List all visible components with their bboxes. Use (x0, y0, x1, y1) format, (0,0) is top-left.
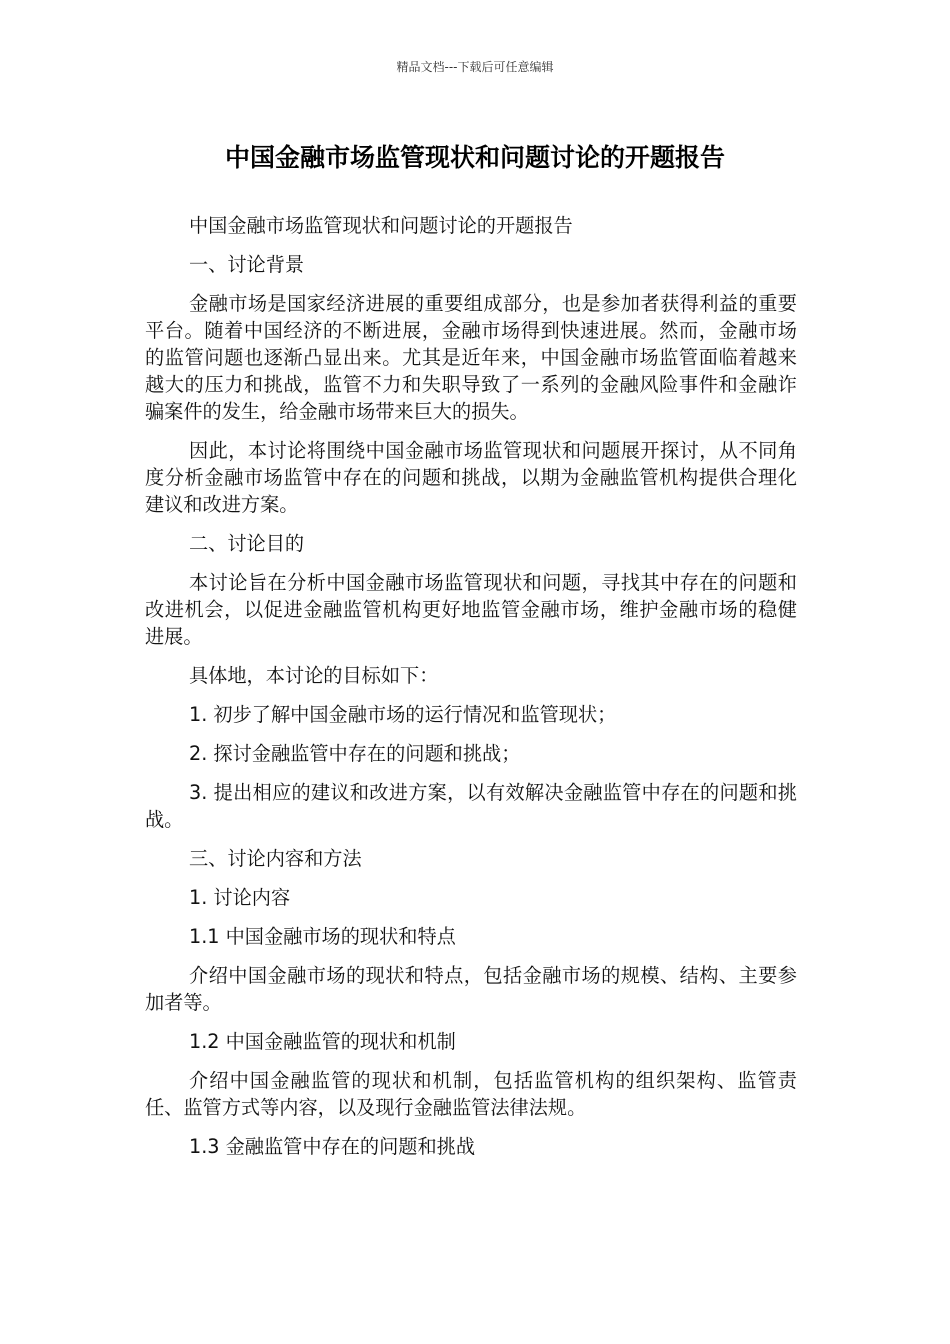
paragraph-goals-intro: 具体地，本讨论的目标如下： (189, 664, 439, 687)
list-item-goal-1: 1. 初步了解中国金融市场的运行情况和监管现状； (189, 703, 617, 726)
paragraph-1-2: 介绍中国金融监管的现状和机制，包括监管机构的组织架构、监管责任、监管方式等内容，以及现行金融监管法律法规。 (145, 1069, 797, 1119)
document-title: 中国金融市场监管现状和问题讨论的开题报告 (224, 143, 725, 172)
subheading-1-3: 1.3 金融监管中存在的问题和挑战 (189, 1135, 476, 1158)
list-item-goal-2: 2. 探讨金融监管中存在的问题和挑战； (189, 742, 521, 765)
paragraph-background-1: 金融市场是国家经济进展的重要组成部分，也是参加者获得利益的重要平台。随着中国经济的不断进展，金融市场得到快速进展。然而，金融市场的监管问题也逐渐凸显出来。尤其是近年来，中国金融市场监管面临着越来越大的压力和挑战，监管不力和失职导致了一系列的金融风险事件和金融诈骗案件的发生，给金融市场带来巨大的损失。 (145, 292, 797, 423)
subheading-content: 1. 讨论内容 (189, 886, 291, 909)
list-item-goal-3: 3. 提出相应的建议和改进方案，以有效解决金融监管中存在的问题和挑战。 (145, 781, 797, 831)
section-heading-content-method: 三、讨论内容和方法 (189, 847, 362, 870)
body-subtitle: 中国金融市场监管现状和问题讨论的开题报告 (189, 214, 573, 237)
paragraph-purpose: 本讨论旨在分析中国金融市场监管现状和问题，寻找其中存在的问题和改进机会，以促进金融监管机构更好地监管金融市场，维护金融市场的稳健进展。 (145, 571, 797, 648)
document-body (145, 212, 797, 1172)
paragraph-background-2: 因此，本讨论将围绕中国金融市场监管现状和问题展开探讨，从不同角度分析金融市场监管中存在的问题和挑战，以期为金融监管机构提供合理化建议和改进方案。 (145, 439, 797, 516)
header-note: 精品文档---下载后可任意编辑 (396, 60, 554, 74)
section-heading-purpose: 二、讨论目的 (189, 532, 305, 555)
section-heading-background: 一、讨论背景 (189, 253, 305, 276)
subheading-1-1: 1.1 中国金融市场的现状和特点 (189, 925, 456, 948)
paragraph-1-1: 介绍中国金融市场的现状和特点，包括金融市场的规模、结构、主要参加者等。 (145, 964, 797, 1014)
subheading-1-2: 1.2 中国金融监管的现状和机制 (189, 1030, 456, 1053)
